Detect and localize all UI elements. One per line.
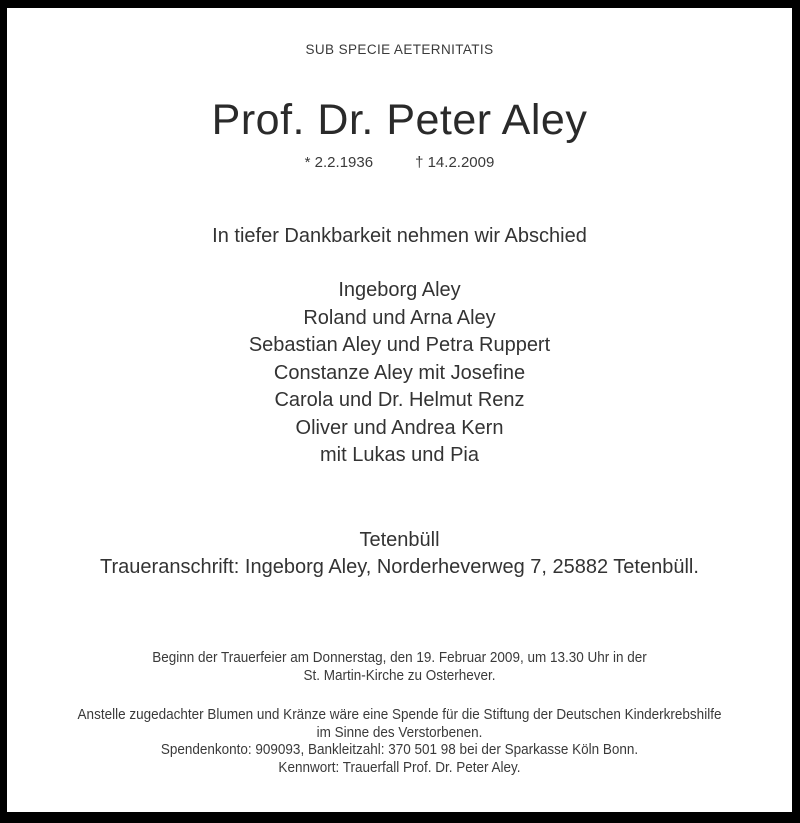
mourning-address: Traueranschrift: Ingeborg Aley, Norderheverweg 7, 25882 Tetenbüll. [100,556,699,578]
donation-info-line: Spendenkonto: 909093, Bankleitzahl: 370 501 98 bei der Sparkasse Köln Bonn. [160,741,639,758]
mourner-line: Constanze Aley mit Josefine [273,361,526,384]
service-info [46,649,753,685]
donation-info-line: im Sinne des Verstorbenen. [316,723,483,741]
donation-info-line: Kennwort: Trauerfall Prof. Dr. Peter Aley. [278,758,521,776]
mourner-line: Ingeborg Aley [338,279,461,301]
donation-info-line: Anstelle zugedachter Blumen und Kränze wäre eine Spende für die Stiftung der Deutschen Kinderkrebshilfe [77,706,722,723]
mourners-list [7,277,792,470]
mourner-line: Roland und Arna Aley [303,306,496,329]
location: Tetenbüll [359,529,440,551]
service-info-line: St. Martin-Kirche zu Osterhever. [303,667,496,684]
mourner-line: Carola und Dr. Helmut Renz [274,389,525,411]
mourner-line: mit Lukas und Pia [320,444,479,466]
mourner-line: Sebastian Aley und Petra Ruppert [248,334,551,356]
death-date: † 14.2.2009 [415,154,495,171]
mourner-line: Oliver und Andrea Kern [295,416,504,439]
motto: SUB SPECIE AETERNITATIS [305,42,494,57]
donation-info [46,706,753,776]
life-dates [7,154,792,171]
deceased-name: Prof. Dr. Peter Aley [211,96,588,144]
birth-date: * 2.2.1936 [304,154,374,171]
service-info-line: Beginn der Trauerfeier am Donnerstag, den 19. Februar 2009, um 13.30 Uhr in der [152,649,647,666]
intro-line: In tiefer Dankbarkeit nehmen wir Abschied [212,225,587,247]
